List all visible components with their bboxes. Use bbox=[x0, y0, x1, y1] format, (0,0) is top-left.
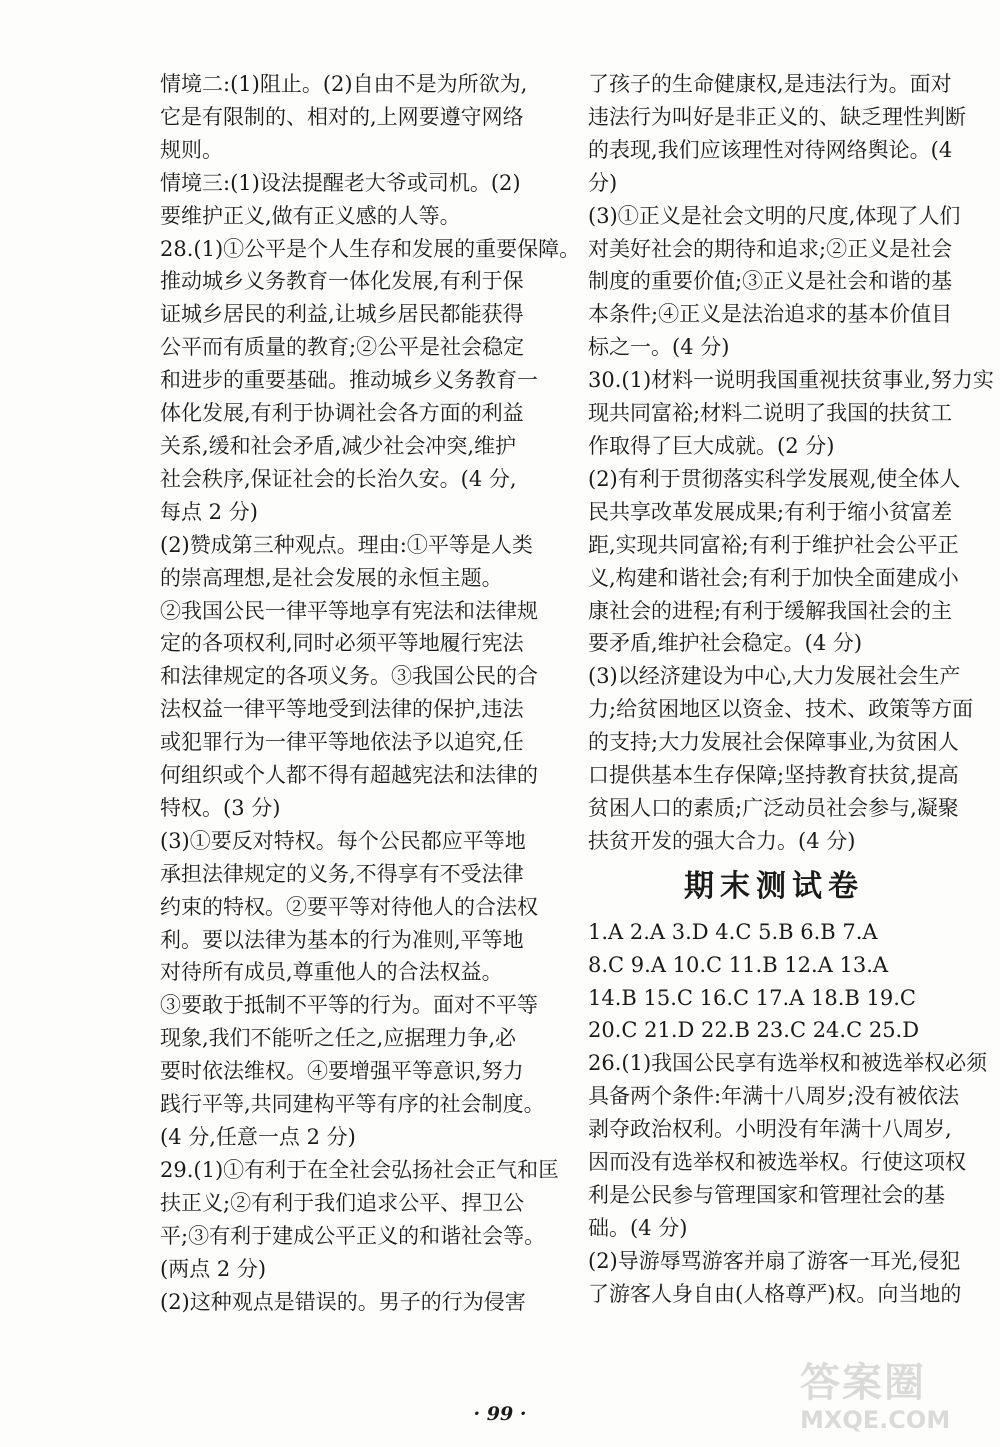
text-line: 要矛盾,维护社会稳定。(4 分) bbox=[588, 631, 863, 656]
text-line: 它是有限制的、相对的,上网要遵守网络 bbox=[160, 104, 524, 129]
text-line: 制度的重要价值;③正义是社会和谐的基 bbox=[588, 269, 953, 294]
answer-key-line: 8.C 9.A 10.C 11.B 12.A 13.A bbox=[588, 952, 889, 977]
text-line: (3)以经济建设为中心,大力发展社会生产 bbox=[588, 664, 961, 689]
text-line: 和进步的重要基础。推动城乡义务教育一 bbox=[160, 368, 538, 393]
text-line: 证城乡居民的利益,让城乡居民都能获得 bbox=[160, 302, 524, 327]
text-line: 特权。(3 分) bbox=[160, 795, 281, 820]
text-line: 何组织或个人都不得有超越宪法和法律的 bbox=[160, 763, 538, 788]
text-line: 对待所有成员,尊重他人的合法权益。 bbox=[160, 960, 503, 985]
question-29-line: 29.(1)①有利于在全社会弘扬社会正气和匡 bbox=[160, 1157, 560, 1182]
text-line: 标之一。(4 分) bbox=[588, 335, 730, 360]
text-line: 公平而有质量的教育;②公平是社会稳定 bbox=[160, 335, 525, 360]
text-line: 民共享改革发展成果;有利于缩小贫富差 bbox=[588, 499, 953, 524]
question-28-line: 28.(1)①公平是个人生存和发展的重要保障。 bbox=[160, 236, 581, 261]
question-30-line: 30.(1)材料一说明我国重视扶贫事业,努力实 bbox=[588, 368, 994, 393]
text-line: 或犯罪行为一律平等地依法予以追究,任 bbox=[160, 730, 524, 755]
text-line: (2)这种观点是错误的。男子的行为侵害 bbox=[160, 1289, 526, 1314]
right-column bbox=[588, 68, 994, 1311]
text-line: 了游客人身自由(人格尊严)权。向当地的 bbox=[588, 1281, 962, 1306]
text-line: 现象,我们不能听之任之,应据理力争,必 bbox=[160, 1026, 517, 1051]
text-line: 力;给贫困地区以资金、技术、政策等方面 bbox=[588, 697, 974, 722]
text-line: 剥夺政治权利。小明没有年满十八周岁, bbox=[588, 1117, 952, 1142]
text-line: 和法律规定的各项义务。③我国公民的合 bbox=[160, 664, 538, 689]
text-line: (3)①要反对特权。每个公民都应平等地 bbox=[160, 828, 526, 853]
text-line: (2)赞成第三种观点。理由:①平等是人类 bbox=[160, 532, 533, 557]
text-line: ②我国公民一律平等地享有宪法和法律规 bbox=[160, 598, 538, 623]
text-line: 规则。 bbox=[160, 137, 223, 162]
text-line: 每点 2 分) bbox=[160, 499, 258, 524]
text-line: 利。要以法律为基本的行为准则,平等地 bbox=[160, 927, 524, 952]
text-line: 的支持;大力发展社会保障事业,为贫困人 bbox=[588, 730, 959, 755]
watermark-logo bbox=[800, 1359, 990, 1439]
text-line: 因而没有选举权和被选举权。行使这项权 bbox=[588, 1150, 966, 1175]
text-line: 扶贫开发的强大合力。(4 分) bbox=[588, 828, 856, 853]
text-line: ③要敢于抵制不平等的行为。面对不平等 bbox=[160, 993, 538, 1018]
text-line: 的表现,我们应该理性对待网络舆论。(4 bbox=[588, 137, 953, 162]
text-line: 体化发展,有利于协调社会各方面的利益 bbox=[160, 401, 524, 426]
text-line: 平;③有利于建成公平正义的和谐社会等。 bbox=[160, 1223, 546, 1248]
text-line: 本条件;④正义是法治追求的基本价值目 bbox=[588, 302, 953, 327]
watermark-text: 答案圈 bbox=[800, 1360, 926, 1406]
text-line: 了孩子的生命健康权,是违法行为。面对 bbox=[588, 72, 952, 96]
section-heading: 期末测试卷 bbox=[684, 868, 864, 904]
left-column bbox=[160, 68, 581, 1318]
text-line: 关系,缓和社会矛盾,减少社会冲突,维护 bbox=[160, 433, 517, 458]
text-line: 定的各项权利,同时必须平等地履行宪法 bbox=[160, 631, 524, 656]
answer-key-line: 20.C 21.D 22.B 23.C 24.C 25.D bbox=[588, 1018, 920, 1043]
text-line: 约束的特权。②要平等对待他人的合法权 bbox=[160, 894, 538, 919]
watermark-url: MXQE.COM bbox=[800, 1406, 951, 1434]
text-line: 扶正义;②有利于我们追求公平、捍卫公 bbox=[160, 1190, 525, 1215]
answer-key-line: 14.B 15.C 16.C 17.A 18.B 19.C bbox=[588, 985, 916, 1010]
question-26-line: 26.(1)我国公民享有选举权和被选举权必须 bbox=[588, 1051, 988, 1076]
text-line: 推动城乡义务教育一体化发展,有利于保 bbox=[160, 269, 524, 294]
text-line: 社会秩序,保证社会的长治久安。(4 分, bbox=[160, 466, 517, 491]
text-line: 口提供基本生存保障;坚持教育扶贫,提高 bbox=[588, 763, 959, 788]
text-line: 贫困人口的素质;广泛动员社会参与,凝聚 bbox=[588, 795, 959, 820]
text-line: 的崇高理想,是社会发展的永恒主题。 bbox=[160, 565, 503, 590]
text-line: 现共同富裕;材料二说明了我国的扶贫工 bbox=[588, 401, 953, 426]
text-line: 作取得了巨大成就。(2 分) bbox=[588, 433, 835, 458]
text-line: 情境三:(1)设法提醒老大爷或司机。(2) bbox=[160, 170, 521, 195]
page-number: · 99 · bbox=[473, 1403, 527, 1425]
text-line: 础。(4 分) bbox=[588, 1215, 688, 1240]
text-line: (2)导游辱骂游客并扇了游客一耳光,侵犯 bbox=[588, 1248, 961, 1273]
text-line: (4 分,任意一点 2 分) bbox=[160, 1125, 356, 1149]
text-line: (2)有利于贯彻落实科学发展观,使全体人 bbox=[588, 466, 961, 491]
text-line: (3)①正义是社会文明的尺度,体现了人们 bbox=[588, 203, 961, 228]
text-line: 要维护正义,做有正义感的人等。 bbox=[160, 203, 461, 228]
text-line: 违法行为叫好是非正义的、缺乏理性判断 bbox=[588, 104, 966, 129]
text-line: 承担法律规定的义务,不得享有不受法律 bbox=[160, 861, 524, 886]
text-line: 分) bbox=[588, 170, 618, 195]
text-line: 康社会的进程;有利于缓解我国社会的主 bbox=[588, 598, 953, 623]
text-line: 法权益一律平等地受到法律的保护,违法 bbox=[160, 697, 524, 722]
text-line: 义,构建和谐社会;有利于加快全面建成小 bbox=[588, 565, 959, 590]
text-line: 践行平等,共同建构平等有序的社会制度。 bbox=[160, 1092, 545, 1117]
text-line: 利是公民参与管理国家和管理社会的基 bbox=[588, 1183, 945, 1207]
text-line: (两点 2 分) bbox=[160, 1256, 267, 1281]
answer-key-line: 1.A 2.A 3.D 4.C 5.B 6.B 7.A bbox=[588, 919, 878, 944]
text-line: 对美好社会的期待和追求;②正义是社会 bbox=[588, 236, 953, 261]
text-line: 情境二:(1)阻止。(2)自由不是为所欲为, bbox=[160, 72, 528, 96]
text-line: 距,实现共同富裕;有利于维护社会公平正 bbox=[588, 532, 959, 557]
text-line: 具备两个条件:年满十八周岁;没有被依法 bbox=[588, 1084, 960, 1109]
text-line: 要时依法维权。④要增强平等意识,努力 bbox=[160, 1059, 524, 1084]
